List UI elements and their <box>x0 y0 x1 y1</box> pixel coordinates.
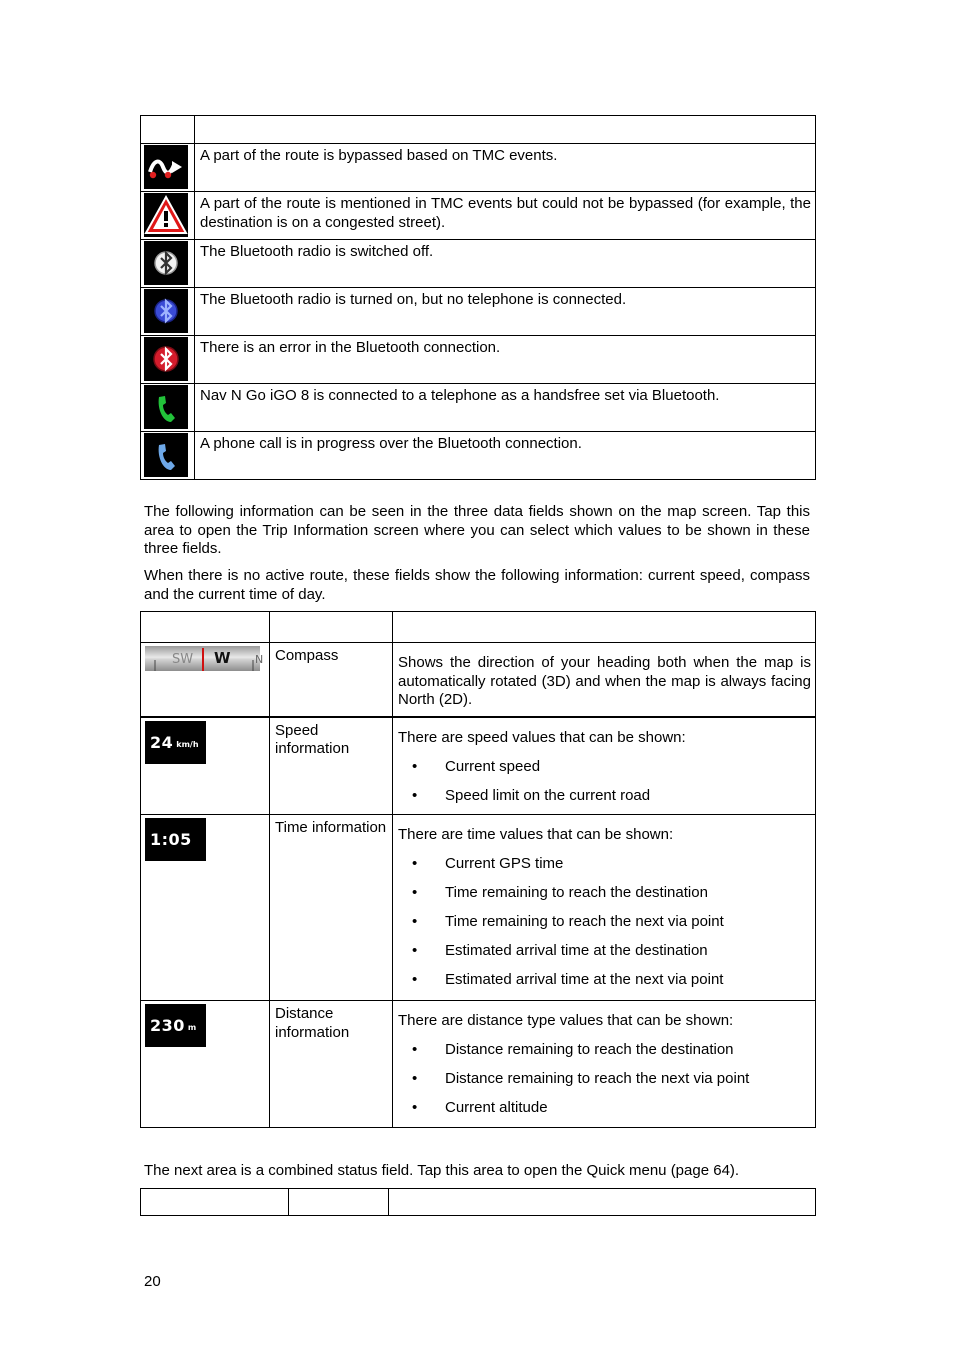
header-cell <box>195 116 816 144</box>
header-cell <box>289 1189 389 1216</box>
compass-label-w: W <box>214 649 231 667</box>
field-name: Compass <box>270 643 393 717</box>
page-number: 20 <box>144 1273 161 1290</box>
list-item: • Time remaining to reach the next via point <box>398 913 811 932</box>
bluetooth-off-icon <box>144 241 188 285</box>
distance-field-icon: 230 m <box>145 1004 206 1047</box>
status-desc: The Bluetooth radio is turned on, but no telephone is connected. <box>195 288 816 336</box>
field-lead: There are speed values that can be shown: <box>398 728 686 746</box>
list-item: • Speed limit on the current road <box>398 787 811 806</box>
time-values-list <box>398 855 811 990</box>
compass-label-n: N <box>255 653 264 666</box>
header-cell <box>141 1189 289 1216</box>
status-desc: A part of the route is bypassed based on TMC events. <box>195 144 816 192</box>
list-item: • Current GPS time <box>398 855 811 874</box>
paragraph-no-route: When there is no active route, these fields show the following information: current speed, compass and the current time of day. <box>144 567 810 603</box>
field-name: Speed information <box>270 717 393 815</box>
header-cell <box>141 612 270 643</box>
list-item: • Current altitude <box>398 1099 811 1118</box>
status-icons-table <box>140 115 816 480</box>
route-bypass-icon <box>144 145 188 189</box>
phone-connected-icon <box>144 385 188 429</box>
header-cell <box>393 612 816 643</box>
header-cell <box>141 116 195 144</box>
speed-field-icon: 24 km/h <box>145 721 206 764</box>
header-cell <box>389 1189 816 1216</box>
compass-field-icon <box>145 646 264 671</box>
phone-call-icon <box>144 433 188 477</box>
status-desc: The Bluetooth radio is switched off. <box>195 240 816 288</box>
speed-values-list <box>398 758 811 806</box>
field-name: Distance information <box>270 1001 393 1128</box>
bluetooth-on-icon <box>144 289 188 333</box>
list-item: • Distance remaining to reach the destination <box>398 1041 811 1060</box>
list-item: • Current speed <box>398 758 811 777</box>
status-desc: A phone call is in progress over the Bluetooth connection. <box>195 432 816 480</box>
status-desc: There is an error in the Bluetooth connection. <box>195 336 816 384</box>
field-name: Time information <box>270 815 393 1001</box>
field-desc: Shows the direction of your heading both when the map is automatically rotated (3D) and when the map is always facing North (2D). <box>398 654 811 708</box>
paragraph-status-field: The next area is a combined status field. Tap this area to open the Quick menu (page 64). <box>144 1162 740 1179</box>
field-lead: There are distance type values that can be shown: <box>398 1012 734 1029</box>
status-field-table <box>140 1188 816 1216</box>
distance-values-list <box>398 1041 811 1118</box>
list-item: • Time remaining to reach the destination <box>398 884 811 903</box>
status-desc: Nav N Go iGO 8 is connected to a telephone as a handsfree set via Bluetooth. <box>195 384 816 432</box>
list-item: • Estimated arrival time at the next via point <box>398 971 811 990</box>
data-fields-table <box>140 611 816 1128</box>
bluetooth-error-icon <box>144 337 188 381</box>
list-item: • Distance remaining to reach the next via point <box>398 1070 811 1089</box>
paragraph-data-fields: The following information can be seen in the three data fields shown on the map screen. Tap this area to open the Trip Information screen where you can select which values to be shown in these three fields. <box>144 503 810 557</box>
field-lead: There are time values that can be shown: <box>398 826 674 843</box>
status-desc: A part of the route is mentioned in TMC events but could not be bypassed (for example, the destination is on a congested street). <box>195 192 816 240</box>
list-item: • Estimated arrival time at the destination <box>398 942 811 961</box>
compass-label-sw: SW <box>172 652 194 667</box>
time-field-icon: 1:05 <box>145 818 206 861</box>
header-cell <box>270 612 393 643</box>
warning-triangle-icon <box>144 193 188 237</box>
